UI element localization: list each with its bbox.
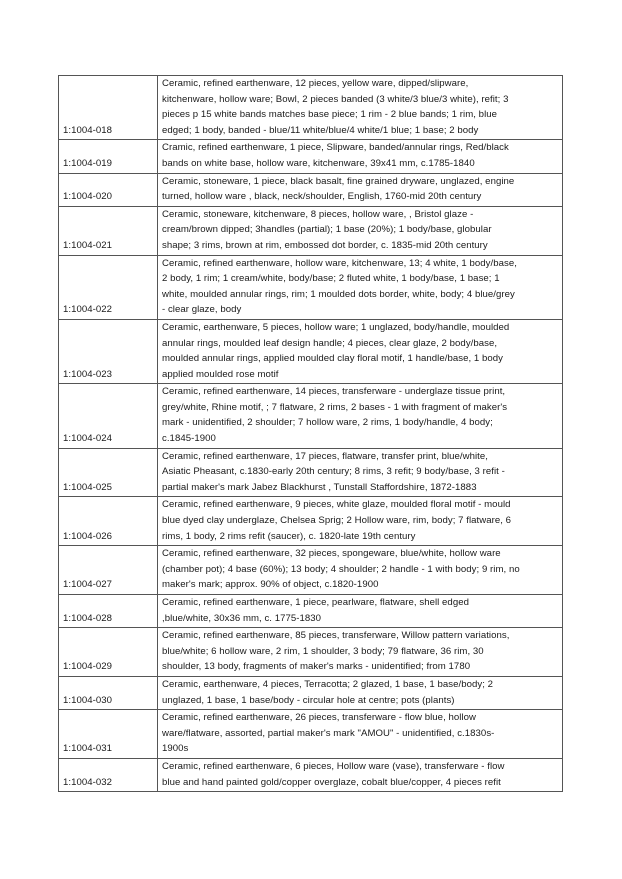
catalog-number-cell: 1:1004-024 <box>59 384 158 448</box>
table-row <box>59 206 563 255</box>
table-row <box>59 595 563 628</box>
description-cell <box>158 595 563 628</box>
catalog-number-cell: 1:1004-031 <box>59 710 158 759</box>
description-line: Ceramic, refined earthenware, 14 pieces, transferware - underglaze tissue print, <box>162 386 506 398</box>
artifact-catalog-table <box>58 75 563 792</box>
table-row <box>59 676 563 709</box>
description-line: Ceramic, refined earthenware, 6 pieces, Hollow ware (vase), transferware - flow <box>162 760 505 772</box>
description-line: Ceramic, refined earthenware, 1 piece, pearlware, flatware, shell edged <box>162 597 469 608</box>
description-line: maker's mark; approx. 90% of object, c.1820-1900 <box>162 579 379 591</box>
description-cell <box>158 319 563 383</box>
description-cell <box>158 206 563 255</box>
description-line: mark - unidentified, 2 shoulder; 7 hollow ware, 2 rims, 1 body/handle, 4 body; <box>162 417 493 429</box>
description-cell <box>158 676 563 709</box>
description-cell <box>158 173 563 206</box>
description-line: edged; 1 body, banded - blue/11 white/blue/4 white/1 blue; 1 base; 2 body <box>162 124 479 136</box>
description-cell <box>158 448 563 497</box>
catalog-number-cell: 1:1004-030 <box>59 676 158 709</box>
description-line: shape; 3 rims, brown at rim, embossed dot border, c. 1835-mid 20th century <box>162 239 488 251</box>
description-line: blue/white; 6 hollow ware, 2 rim, 1 shoulder, 3 body; 79 flatware, 36 rim, 30 <box>162 645 484 657</box>
catalog-table-body <box>59 76 563 792</box>
description-cell <box>158 140 563 173</box>
description-line: 2 body, 1 rim; 1 cream/white, body/base; 2 fluted white, 1 body/base, 1 base; 1 <box>162 273 500 285</box>
description-line: turned, hollow ware , black, neck/shoulder, English, 1760-mid 20th century <box>162 191 482 203</box>
catalog-number-cell: 1:1004-022 <box>59 255 158 319</box>
description-line: applied moulded rose motif <box>162 368 279 380</box>
description-line: c.1845-1900 <box>162 433 216 445</box>
description-cell <box>158 76 563 140</box>
description-line: 1900s <box>162 743 189 755</box>
description-line: Ceramic, refined earthenware, 17 pieces, flatware, transfer print, blue/white, <box>162 450 488 462</box>
description-line: kitchenware, hollow ware; Bowl, 2 pieces banded (3 white/3 blue/3 white), refit; 3 <box>162 93 509 105</box>
description-cell <box>158 384 563 448</box>
description-line: ware/flatware, assorted, partial maker's mark "AMOU" - unidentified, c.1830s- <box>162 727 495 739</box>
description-line: Ceramic, earthenware, 5 pieces, hollow ware; 1 unglazed, body/handle, moulded <box>162 321 510 333</box>
description-line: ,blue/white, 30x36 mm, c. 1775-1830 <box>162 612 322 624</box>
description-line: Ceramic, refined earthenware, 26 pieces, transferware - flow blue, hollow <box>162 712 476 724</box>
description-cell <box>158 628 563 677</box>
description-line: rims, 1 body, 2 rims refit (saucer), c. 1820-late 19th century <box>162 530 416 542</box>
table-row <box>59 384 563 448</box>
table-row <box>59 497 563 546</box>
table-row <box>59 76 563 140</box>
description-line: moulded annular rings, applied moulded clay floral motif, 1 handle/base, 1 body <box>162 353 504 365</box>
table-row <box>59 255 563 319</box>
table-row <box>59 319 563 383</box>
description-line: - clear glaze, body <box>162 304 242 316</box>
description-cell <box>158 546 563 595</box>
description-line: Ceramic, refined earthenware, 9 pieces, white glaze, moulded floral motif - mould <box>162 499 511 511</box>
description-line: Ceramic, refined earthenware, 32 pieces, spongeware, blue/white, hollow ware <box>162 548 501 560</box>
description-line: bands on white base, hollow ware, kitchenware, 39x41 mm, c.1785-1840 <box>162 157 475 169</box>
description-line: grey/white, Rhine motif, ; 7 flatware, 2 rims, 2 bases - 1 with fragment of maker's <box>162 401 508 413</box>
table-row <box>59 140 563 173</box>
table-row <box>59 173 563 206</box>
catalog-number-cell: 1:1004-020 <box>59 173 158 206</box>
description-line: Ceramic, refined earthenware, 12 pieces, yellow ware, dipped/slipware, <box>162 78 469 89</box>
catalog-number-cell: 1:1004-023 <box>59 319 158 383</box>
catalog-number-cell: 1:1004-018 <box>59 76 158 140</box>
description-line: Ceramic, refined earthenware, 85 pieces, transferware, Willow pattern variations, <box>162 630 510 642</box>
catalog-number-cell: 1:1004-026 <box>59 497 158 546</box>
description-line: Ceramic, stoneware, kitchenware, 8 pieces, hollow ware, , Bristol glaze - <box>162 208 474 220</box>
table-row <box>59 710 563 759</box>
description-line: Ceramic, earthenware, 4 pieces, Terracotta; 2 glazed, 1 base, 1 base/body; 2 <box>162 678 494 690</box>
catalog-number-cell: 1:1004-032 <box>59 758 158 791</box>
catalog-number-cell: 1:1004-021 <box>59 206 158 255</box>
description-cell <box>158 758 563 791</box>
description-cell <box>158 497 563 546</box>
description-line: Ceramic, stoneware, 1 piece, black basalt, fine grained dryware, unglazed, engine <box>162 175 515 187</box>
description-line: unglazed, 1 base, 1 base/body - circular hole at centre; pots (plants) <box>162 694 455 706</box>
catalog-number-cell: 1:1004-025 <box>59 448 158 497</box>
description-line: cream/brown dipped; 3handles (partial); 1 base (20%); 1 body/base, globular <box>162 224 492 236</box>
catalog-number-cell: 1:1004-029 <box>59 628 158 677</box>
table-row <box>59 758 563 791</box>
table-row <box>59 628 563 677</box>
catalog-number-cell: 1:1004-028 <box>59 595 158 628</box>
description-line: shoulder, 13 body, fragments of maker's marks - unidentified; from 1780 <box>162 661 471 673</box>
description-line: partial maker's mark Jabez Blackhurst , Tunstall Staffordshire, 1872-1883 <box>162 481 477 493</box>
description-line: white, moulded annular rings, rim; 1 moulded dots border, white, body; 4 blue/grey <box>162 288 515 300</box>
description-line: Cramic, refined earthenware, 1 piece, Slipware, banded/annular rings, Red/black <box>162 142 509 154</box>
description-cell <box>158 255 563 319</box>
catalog-number-cell: 1:1004-019 <box>59 140 158 173</box>
description-line: blue and hand painted gold/copper overglaze, cobalt blue/copper, 4 pieces refit <box>162 776 501 788</box>
description-line: Ceramic, refined earthenware, hollow ware, kitchenware, 13; 4 white, 1 body/base, <box>162 257 517 269</box>
description-line: Asiatic Pheasant, c.1830-early 20th century; 8 rims, 3 refit; 9 body/base, 3 refit - <box>162 466 505 478</box>
description-line: (chamber pot); 4 base (60%); 13 body; 4 shoulder; 2 handle - 1 with body; 9 rim, no <box>162 563 520 575</box>
description-cell <box>158 710 563 759</box>
description-line: blue dyed clay underglaze, Chelsea Sprig; 2 Hollow ware, rim, body; 7 flatware, 6 <box>162 515 512 527</box>
catalog-number-cell: 1:1004-027 <box>59 546 158 595</box>
table-row <box>59 448 563 497</box>
description-line: pieces p 15 white bands matches base piece; 1 rim - 2 blue bands; 1 rim, blue <box>162 109 498 121</box>
description-line: annular rings, moulded leaf design handle; 4 pieces, clear glaze, 2 body/base, <box>162 337 498 349</box>
table-row <box>59 546 563 595</box>
